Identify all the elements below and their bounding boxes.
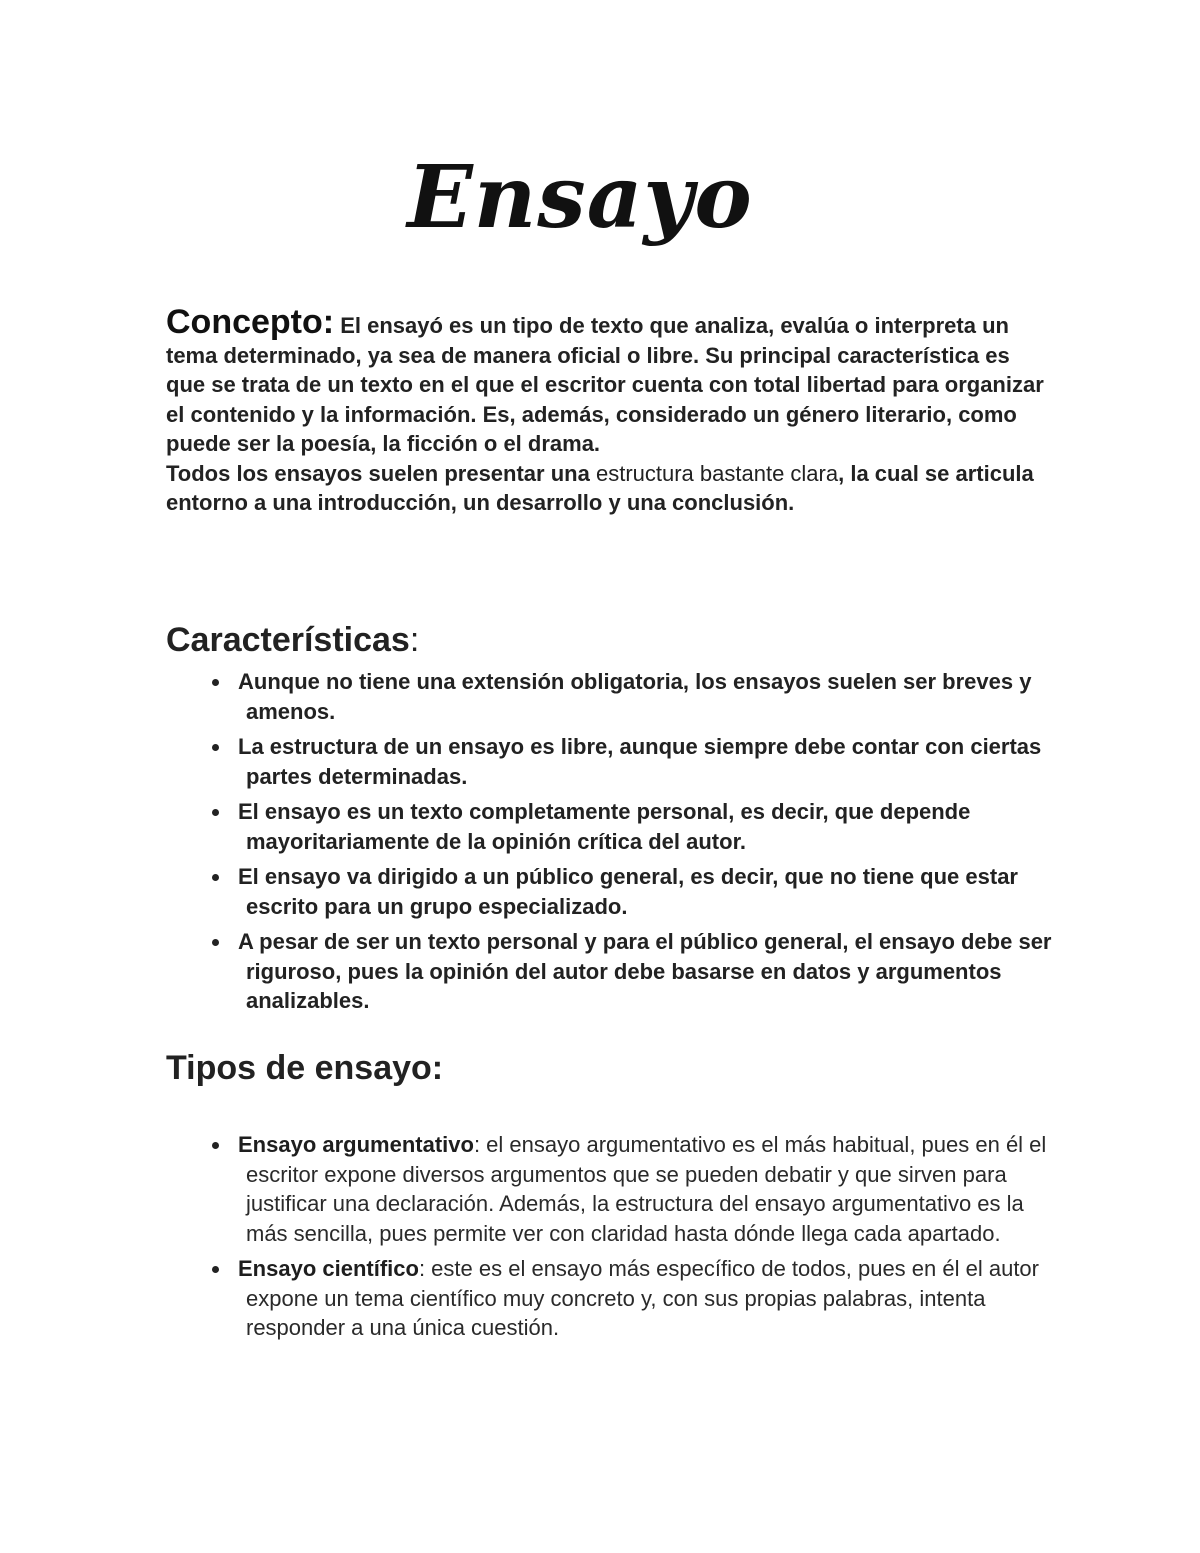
caracteristicas-heading-text: Características: [166, 621, 410, 659]
bullet-icon: [212, 809, 219, 816]
bullet-icon: [212, 744, 219, 751]
bullet-icon: [212, 939, 219, 946]
caracteristicas-heading-colon: :: [409, 621, 420, 659]
bullet-icon: [212, 679, 219, 686]
list-item-text: El ensayo es un texto completamente personal, es decir, que depende mayoritariamente de la opinión crítica del autor.: [238, 799, 971, 854]
list-item: [0, 797, 1060, 856]
list-item: [0, 927, 1060, 1016]
list-item-text: El ensayo va dirigido a un público general, es decir, que no tiene que estar escrito para un grupo especializado.: [238, 864, 1018, 919]
document-title: Ensayo: [407, 147, 753, 248]
list-item: [0, 667, 1060, 726]
caracteristicas-list: [0, 667, 1060, 1022]
concepto-section: [166, 303, 1046, 518]
list-item-text: [238, 1130, 1060, 1248]
bullet-icon: [212, 874, 219, 881]
list-item-text: A pesar de ser un texto personal y para el público general, el ensayo debe ser riguroso, pues la opinión del autor debe basarse en datos y argumentos analizables.: [238, 929, 1052, 1013]
tipo-term: Ensayo argumentativo: [238, 1132, 474, 1157]
tipo-description: : este es el ensayo más específico de todos, pues en él el autor expone un tema científico muy concreto y, con sus propias palabras, intenta responder a una única cuestión.: [246, 1256, 1039, 1340]
bullet-icon: [212, 1142, 219, 1149]
concepto-paragraph: [166, 303, 1046, 459]
tipo-description: : el ensayo argumentativo es el más habitual, pues en él el escritor expone diversos argumentos que se pueden debatir y que sirven para justificar una declaración. Además, la estructura del ensayo argumentativo es la más sencilla, pues permite ver con claridad hasta dónde llega cada apartado.: [246, 1132, 1047, 1246]
tipos-list: [0, 1130, 1060, 1349]
bullet-icon: [212, 1266, 219, 1273]
concepto-text: El ensayó es un tipo de texto que analiza, evalúa o interpreta un tema determinado, ya sea de manera oficial o libre. Su principal característica es que se trata de un texto en el que el escritor cuenta con total libertad para organizar el contenido y la información. Es, además, considerado un género literario, como puede ser la poesía, la ficción o el drama.: [166, 313, 1044, 456]
list-item-text: Aunque no tiene una extensión obligatoria, los ensayos suelen ser breves y amenos.: [238, 669, 1032, 724]
list-item-text: La estructura de un ensayo es libre, aunque siempre debe contar con ciertas partes determinadas.: [238, 734, 1042, 789]
list-item: [0, 1254, 1060, 1343]
list-item: [0, 732, 1060, 791]
estructura-text-start: Todos los ensayos suelen presentar una: [166, 460, 590, 486]
list-item: [0, 1130, 1060, 1248]
estructura-paragraph: [166, 459, 1046, 518]
list-item-text: [238, 1254, 1060, 1343]
estructura-text-normal: estructura bastante clara: [595, 460, 839, 486]
concepto-label: Concepto:: [166, 303, 335, 341]
tipo-term: Ensayo científico: [238, 1256, 419, 1281]
list-item: [0, 862, 1060, 921]
tipos-heading: Tipos de ensayo:: [166, 1049, 444, 1087]
caracteristicas-heading: [166, 620, 419, 660]
estructura-text-end: , la cual se articula entorno a una introducción, un desarrollo y una conclusión.: [166, 460, 1034, 515]
